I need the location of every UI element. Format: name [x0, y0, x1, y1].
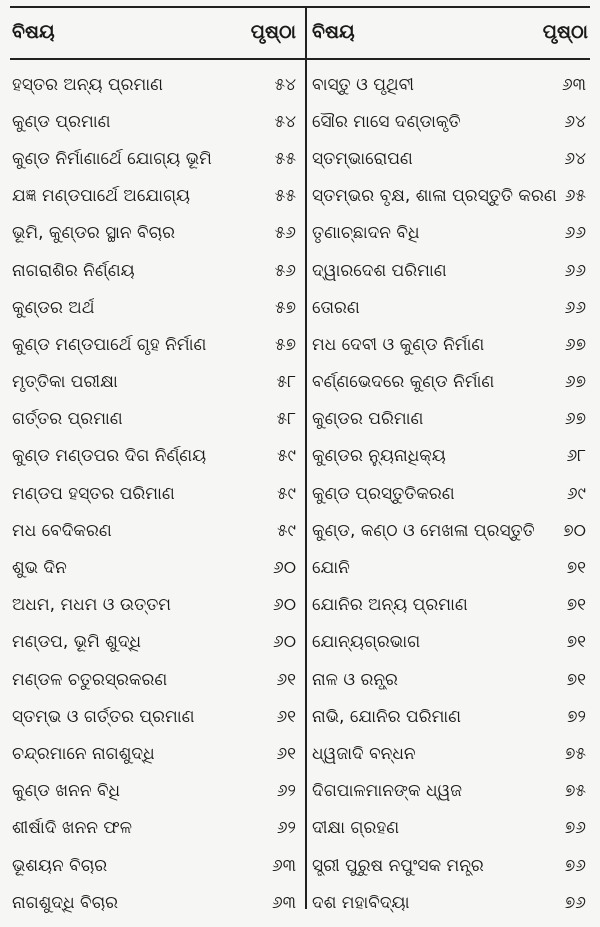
- index-entry: [12, 661, 302, 698]
- entry-subject: ଅଧମ, ମଧମ ଓ ଉତ୍ତମ: [12, 595, 172, 616]
- entry-page-number: ୬୬: [564, 297, 586, 318]
- left-entry-list: [12, 66, 302, 921]
- entry-page-number: ୫୫: [274, 148, 296, 169]
- right-entry-list: [312, 66, 588, 921]
- index-entry: [12, 289, 302, 326]
- entry-page-number: ୫୬: [274, 223, 296, 244]
- index-entry: [312, 326, 588, 363]
- entry-page-number: ୬୦: [273, 558, 296, 579]
- entry-subject: କୁଣ୍ଡର ନ୍ୟୁନାଧିକ୍ୟ: [312, 446, 446, 467]
- index-entry: [12, 847, 302, 884]
- index-entry: [312, 884, 588, 921]
- entry-page-number: ୫୯: [276, 520, 296, 541]
- index-entry: [312, 401, 588, 438]
- entry-page-number: ୫୪: [274, 74, 296, 95]
- index-entry: [12, 512, 302, 549]
- index-entry: [312, 364, 588, 401]
- entry-page-number: ୭୫: [564, 743, 586, 764]
- entry-page-number: ୫୮: [276, 409, 296, 430]
- entry-page-number: ୫୭: [274, 334, 296, 355]
- index-entry: [312, 140, 588, 177]
- entry-page-number: ୬୦: [273, 595, 296, 616]
- entry-subject: ଭୂମି, କୁଣ୍ଡର ସ୍ଥାନ ବିଚାର: [12, 223, 176, 244]
- entry-subject: ମଧ ବେଦିକରଣ: [12, 520, 112, 541]
- entry-subject: କୁଣ୍ଡ ନିର୍ମାଣାର୍ଥେ ଯୋଗ୍ୟ ଭୂମି: [12, 148, 212, 169]
- index-entry: [312, 549, 588, 586]
- right-header: [312, 6, 588, 58]
- entry-page-number: ୭୬: [564, 892, 586, 913]
- entry-subject: ଯଜ୍ଞ ମଣ୍ଡପାର୍ଥେ ଅଯୋଗ୍ୟ: [12, 186, 191, 207]
- index-entry: [12, 475, 302, 512]
- entry-page-number: ୬୫: [564, 186, 586, 207]
- entry-page-number: ୬୨: [276, 818, 296, 839]
- entry-subject: କୁଣ୍ଡ, କଣ୍ଠ ଓ ମେଖଳା ପ୍ରସ୍ତୁତି: [312, 520, 535, 541]
- entry-subject: ମଣ୍ଡଳ ଚତୁରସ୍ରକରଣ: [12, 669, 168, 690]
- index-entry: [312, 661, 588, 698]
- entry-page-number: ୭୧: [566, 595, 586, 616]
- index-entry: [312, 215, 588, 252]
- index-entry: [12, 326, 302, 363]
- entry-subject: ନାଗଶୁଦ୍ଧି ବିଚାର: [12, 892, 119, 913]
- index-entry: [312, 178, 588, 215]
- entry-subject: ଗର୍ତ୍ତର ପ୍ରମାଣ: [12, 409, 123, 430]
- entry-subject: ଦଶ ମହାବିଦ୍ୟା: [312, 892, 410, 913]
- entry-subject: ଦୀକ୍ଷା ଗ୍ରହଣ: [312, 818, 400, 839]
- index-entry: [12, 252, 302, 289]
- entry-subject: ବର୍ଣ୍ଣଭେଦରେ କୁଣ୍ଡ ନିର୍ମାଣ: [312, 372, 495, 393]
- index-entry: [312, 103, 588, 140]
- entry-page-number: ୫୯: [276, 446, 296, 467]
- entry-subject: କୁଣ୍ଡର ପରିମାଣ: [312, 409, 424, 430]
- index-entry: [312, 512, 588, 549]
- entry-page-number: ୭୬: [564, 818, 586, 839]
- index-entry: [12, 140, 302, 177]
- entry-page-number: ୬୩: [561, 74, 586, 95]
- index-entry: [12, 66, 302, 103]
- entry-page-number: ୫୯: [276, 483, 296, 504]
- entry-subject: ସ୍ତମ୍ଭର ବୃକ୍ଷ, ଶାଳା ପ୍ରସ୍ତୁତି କରଣ: [312, 186, 557, 207]
- entry-subject: ଶୁଭ ଦିନ: [12, 558, 67, 579]
- entry-subject: କୁଣ୍ଡର ଅର୍ଥ: [12, 297, 95, 318]
- index-entry: [312, 252, 588, 289]
- entry-subject: ସ୍ତମ୍ଭ ଓ ଗର୍ତ୍ତର ପ୍ରମାଣ: [12, 706, 195, 727]
- index-entry: [12, 364, 302, 401]
- entry-page-number: ୫୭: [274, 297, 296, 318]
- entry-page-number: ୫୮: [276, 372, 296, 393]
- entry-subject: ନାଳ ଓ ରନ୍ଧ୍ର: [312, 669, 398, 690]
- entry-subject: ମୃତ୍ତିକା ପରୀକ୍ଷା: [12, 372, 118, 393]
- index-entry: [312, 847, 588, 884]
- entry-page-number: ୬୪: [564, 111, 586, 132]
- entry-page-number: ୭୨: [567, 706, 586, 727]
- entry-subject: କୁଣ୍ଡ ଖନନ ବିଧି: [12, 781, 121, 802]
- entry-page-number: ୬୪: [564, 148, 586, 169]
- entry-page-number: ୭୧: [566, 669, 586, 690]
- entry-subject: କୁଣ୍ଡ ମଣ୍ଡପାର୍ଥେ ଗୃହ ନିର୍ମାଣ: [12, 334, 207, 355]
- entry-subject: ମଣ୍ଡପ ହସ୍ତର ପରିମାଣ: [12, 483, 175, 504]
- entry-subject: କୁଣ୍ଡ ପ୍ରସ୍ତୁତିକରଣ: [312, 483, 455, 504]
- index-entry: [12, 178, 302, 215]
- entry-page-number: ୭୫: [564, 781, 586, 802]
- index-entry: [312, 66, 588, 103]
- left-page-header: ପୃଷ୍ଠା: [250, 21, 296, 43]
- index-entry: [12, 624, 302, 661]
- entry-subject: ମଣ୍ଡପ, ଭୂମି ଶୁଦ୍ଧି: [12, 632, 142, 653]
- entry-subject: କୁଣ୍ଡ ମଣ୍ଡପର ଦିଗ ନିର୍ଣ୍ଣୟ: [12, 446, 207, 467]
- index-entry: [312, 698, 588, 735]
- column-divider: [305, 6, 307, 909]
- entry-page-number: ୭୧: [566, 558, 586, 579]
- index-entry: [12, 773, 302, 810]
- index-entry: [12, 103, 302, 140]
- index-entry: [312, 438, 588, 475]
- left-header: [12, 6, 302, 58]
- entry-subject: ହସ୍ତର ଅନ୍ୟ ପ୍ରମାଣ: [12, 74, 164, 95]
- left-column: [12, 6, 302, 921]
- entry-page-number: ୭୦: [563, 520, 586, 541]
- entry-subject: ଚନ୍ଦ୍ରମାନେ ନାଗଶୁଦ୍ଧି: [12, 743, 155, 764]
- entry-page-number: ୫୫: [274, 186, 296, 207]
- index-entry: [312, 735, 588, 772]
- entry-subject: ବାସ୍ତୁ ଓ ପୃଥିବୀ: [312, 74, 414, 95]
- entry-page-number: ୬୭: [564, 334, 586, 355]
- index-entry: [312, 289, 588, 326]
- entry-page-number: ୬୧: [276, 669, 296, 690]
- entry-page-number: ୬୭: [564, 372, 586, 393]
- entry-page-number: ୬୬: [564, 260, 586, 281]
- entry-subject: ଦିଗପାଳମାନଙ୍କ ଧ୍ୱଜ: [312, 781, 463, 802]
- entry-subject: ଦ୍ୱାରଦେଶ ପରିମାଣ: [312, 260, 447, 281]
- index-entry: [12, 438, 302, 475]
- entry-subject: ତୋରଣ: [312, 297, 360, 318]
- right-subject-header: ବିଷୟ: [312, 21, 355, 43]
- entry-subject: ନାଗରାଶିର ନିର୍ଣ୍ଣୟ: [12, 260, 135, 281]
- entry-page-number: ୫୪: [274, 111, 296, 132]
- entry-subject: ଯୋନ୍ୟଗ୍ରଭାଗ: [312, 632, 421, 653]
- right-column: [312, 6, 588, 921]
- index-entry: [12, 587, 302, 624]
- index-entry: [312, 624, 588, 661]
- entry-subject: ତୃଣାଚ୍ଛାଦନ ବିଧି: [312, 223, 420, 244]
- right-page-header: ପୃଷ୍ଠା: [542, 21, 588, 43]
- entry-page-number: ୭୬: [564, 855, 586, 876]
- index-entry: [12, 401, 302, 438]
- entry-page-number: ୬୧: [276, 706, 296, 727]
- index-entry: [12, 549, 302, 586]
- index-entry: [312, 475, 588, 512]
- index-entry: [312, 773, 588, 810]
- entry-page-number: ୬୬: [564, 223, 586, 244]
- entry-subject: ଭୂଶୟନ ବିଚାର: [12, 855, 108, 876]
- entry-subject: ସ୍ତମ୍ଭାରୋପଣ: [312, 148, 413, 169]
- index-entry: [12, 884, 302, 921]
- entry-page-number: ୬୮: [566, 446, 586, 467]
- entry-subject: ଶୀର୍ଷାଦି ଖନନ ଫଳ: [12, 818, 133, 839]
- index-entry: [312, 810, 588, 847]
- entry-page-number: ୬୯: [566, 483, 586, 504]
- entry-page-number: ୬୨: [276, 781, 296, 802]
- entry-subject: ସୌର ମାସେ ଦଣ୍ଡାକୃତି: [312, 111, 461, 132]
- left-subject-header: ବିଷୟ: [12, 21, 55, 43]
- entry-page-number: ୬୩: [271, 892, 296, 913]
- entry-subject: ଯୋନିର ଅନ୍ୟ ପ୍ରମାଣ: [312, 595, 468, 616]
- entry-page-number: ୫୬: [274, 260, 296, 281]
- entry-subject: ସ୍ତ୍ରୀ ପୁରୁଷ ନପୁଂସକ ମନ୍ତ୍ର: [312, 855, 484, 876]
- entry-page-number: ୬୧: [276, 743, 296, 764]
- entry-subject: କୁଣ୍ଡ ପ୍ରମାଣ: [12, 111, 111, 132]
- index-entry: [12, 735, 302, 772]
- entry-page-number: ୬୦: [273, 632, 296, 653]
- entry-subject: ମଧ ଦେବୀ ଓ କୁଣ୍ଡ ନିର୍ମାଣ: [312, 334, 485, 355]
- entry-page-number: ୭୧: [566, 632, 586, 653]
- index-entry: [12, 810, 302, 847]
- index-entry: [312, 587, 588, 624]
- entry-subject: ଯୋନି: [312, 558, 350, 579]
- entry-page-number: ୬୩: [271, 855, 296, 876]
- entry-subject: ଧ୍ୱଜାଦି ବନ୍ଧନ: [312, 743, 416, 764]
- index-entry: [12, 698, 302, 735]
- index-entry: [12, 215, 302, 252]
- entry-subject: ନାଭି, ଯୋନିର ପରିମାଣ: [312, 706, 462, 727]
- entry-page-number: ୬୭: [564, 409, 586, 430]
